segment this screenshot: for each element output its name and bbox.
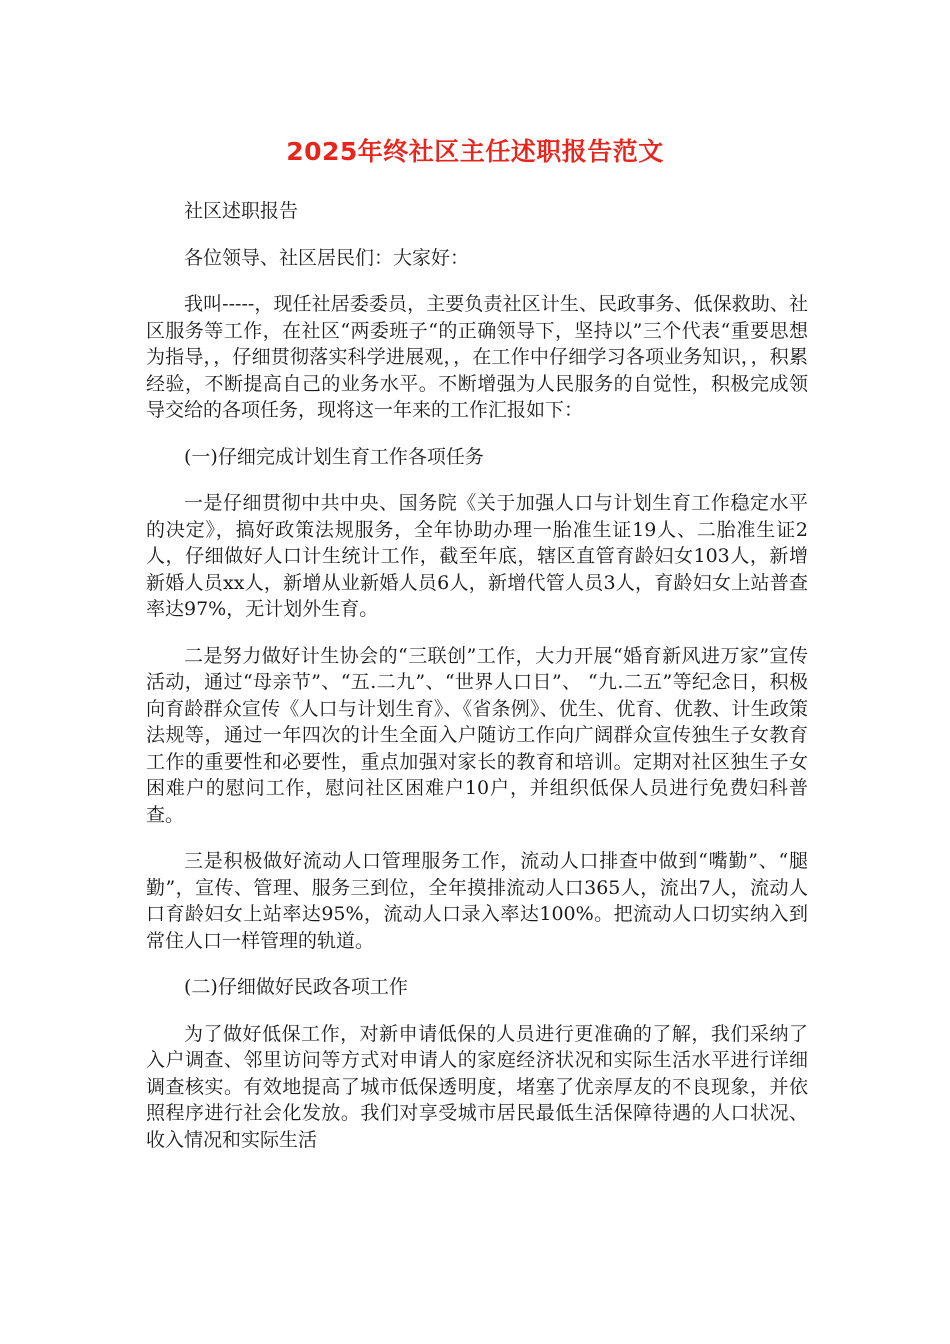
paragraph-civil-affairs: 为了做好低保工作，对新申请低保的人员进行更准确的了解，我们采纳了入户调查、邻里访问等方式对申请人的家庭经济状况和实际生活水平进行详细调查核实。有效地提高了城市低保透明度，堵塞了优亲厚友的不良现象，并依照程序进行社会化发放。我们对享受城市居民最低生活保障待遇的人口状况、收入情况和实际生活 [146, 1022, 808, 1151]
report-label: 社区述职报告 [184, 200, 299, 222]
section-heading-1: (一)仔细完成计划生育工作各项任务 [184, 445, 484, 468]
paragraph-family-planning-2: 二是努力做好计生协会的“三联创”工作，大力开展“婚育新风进万家”宣传活动，通过“母亲节”、“五.二九”、“世界人口日”、 “九.二五”等纪念日，积极向育龄群众宣传《人口与计划生育》、《省条例》、优生、优育、优教、计生政策法规等，通过一年四次的计生全面入户随访工作向广阔群众宣传独生子女教育工作的重要性和必要性，重点加强对家长的教育和培训。定期对社区独生子女困难户的慰问工作，慰问社区困难户10户，并组织低保人员进行免费妇科普查。 [146, 644, 808, 826]
intro-paragraph: 我叫-----，现任社居委委员，主要负责社区计生、民政事务、低保救助、社区服务等工作，在社区“两委班子“的正确领导下，坚持以”三个代表“重要思想为指导，，仔细贯彻落实科学进展观，，在工作中仔细学习各项业务知识，，积累经验，不断提高自己的业务水平。不断增强为人民服务的自觉性，积极完成领导交给的各项任务，现将这一年来的工作汇报如下： [146, 293, 808, 421]
salutation: 各位领导、社区居民们：大家好： [184, 246, 470, 269]
document-title: 2025年终社区主任述职报告范文 [286, 137, 664, 166]
document-body [146, 198, 808, 1153]
paragraph-family-planning-1: 一是仔细贯彻中共中央、国务院《关于加强人口与计划生育工作稳定水平的决定》，搞好政策法规服务，全年协助办理一胎准生证19人、二胎准生证2人，仔细做好人口计生统计工作，截至年底，辖区直管育龄妇女103人，新增新婚人员xx人，新增从业新婚人员6人，新增代管人员3人，育龄妇女上站普查率达97%，无计划外生育。 [146, 492, 808, 620]
paragraph-floating-population: 三是积极做好流动人口管理服务工作，流动人口排查中做到“嘴勤”、“腿勤”，宣传、管理、服务三到位，全年摸排流动人口365人，流出7人，流动人口育龄妇女上站率达95%，流动人口录入率达100%。把流动人口切实纳入到常住人口一样管理的轨道。 [146, 850, 808, 952]
section-heading-2: (二)仔细做好民政各项工作 [184, 976, 408, 998]
